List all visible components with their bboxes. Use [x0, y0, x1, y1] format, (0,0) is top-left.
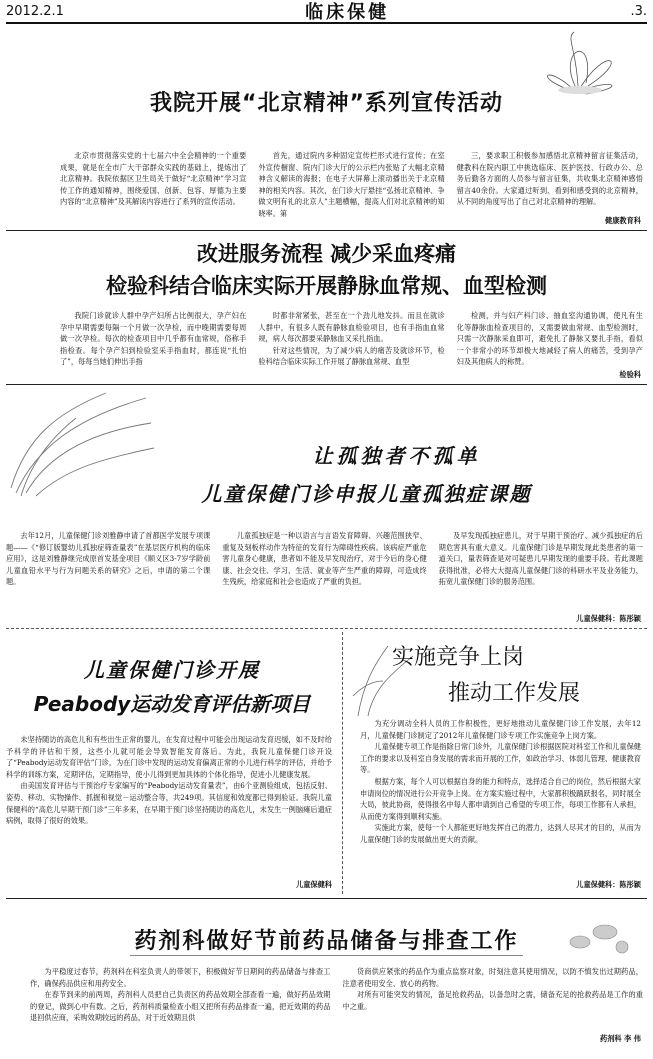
article-subtitle: 检验科结合临床实际开展静脉血常规、血型检测: [106, 274, 547, 298]
issue-date: 2012.2.1: [6, 3, 64, 19]
article-competition: [348, 632, 647, 894]
pill-decoration: [560, 902, 640, 962]
text-column: [456, 150, 643, 207]
paragraph: 由美国发育评估与干预治疗专家编写的“Peabody运动发育量表”，由6个亚测验组成，包括反射、姿势、移动、实物操作、抓握和视觉－运动整合等，共249项。其信度和效度都已得到验证。我院儿童保健科的“高危儿早期干预门诊”三年多来，在早期干预门诊坚持随访的高危儿，未发生一例脑瘫后遗症病例，取得了很好的效果。: [6, 781, 332, 826]
article-body: [360, 718, 641, 884]
article-body: [30, 966, 643, 1036]
paragraph: 我院门诊就诊人群中孕产妇所占比例很大，孕产妇在孕中早期需要每隔一个月做一次孕检，而中晚期需要每周做一次孕检。每次的检查项目中几乎都有血常规，俗称手指检查。每个孕产妇到检验室采手指血时，都连说“扎怕了”，每每当她们伸出手指: [60, 311, 247, 367]
text-column: [439, 530, 643, 610]
text-column: [60, 150, 247, 207]
paragraph: 儿童保健专项工作是指除日常门诊外，儿童保健门诊根据医院对科室工作和儿童保健工作的要求以及科室自身发展的需求而开展的工作，如政治学习、体弱儿管理、健康教育等。: [360, 742, 641, 775]
article-signature: 健康教育科: [605, 216, 641, 225]
article-title: 改进服务流程 减少采血疼痛: [196, 242, 457, 266]
paragraph: 检测，并与妇产科门诊、抽血室沟通协调，使凡有生化等静脉血检查项目的，又需要做血常规、血型检测时，只需一次静脉采血即可，避免扎了静脉又要扎手指，看似一个非常小的环节却极大地减轻了病人的痛苦，受到孕产妇及其他病人的称赞。: [456, 311, 643, 367]
paragraph: 为平稳度过春节，药剂科在科室负责人的带领下，积极做好节日期间的药品储备与排查工作，确保药品供应和用药安全。: [30, 967, 331, 988]
paragraph: 儿童孤独症是一种以语言与言语发育障碍、兴趣范围狭窄、重复及刻板样动作为特征的发育行为障碍性疾病。该病症严重危害儿童身心健康，患者如不能及早发现治疗，对于今后的身心健康、社会交往、学习、生活、就业等产生严重的障碍，可造成终生残疾，给家庭和社会也造成了严重的负担。: [222, 531, 427, 587]
article-beijing-spirit: [6, 24, 647, 152]
article-signature: 药剂科 李 伟: [600, 1034, 641, 1043]
paragraph: 在春节到来的前两周，药剂科人员把自己负责区的药品效期全部查看一遍，做好药品效期的登记，做到心中有数。之后，药剂科质量检查小组又把所有药品排查一遍，把近效期的药品退回供应商，采购效期较远的药品，对于近效期且供: [30, 990, 331, 1023]
section-divider: [6, 384, 647, 385]
paragraph: 三，要求职工积极参加感悟北京精神留言征集活动，健教科在院内职工中挑选临床、医护医技、行政办公、总务后勤各方面的人员参与留言征集，共收集北京精神感悟留言40余份。大家通过听到、看到和感受到的北京精神，从不同的角度写出了自己对北京精神的理解。: [456, 151, 643, 207]
article-subtitle: 推动工作发展: [448, 681, 581, 706]
title-underline: [130, 955, 523, 956]
article-signature: 检验科: [619, 370, 641, 379]
article-subtitle: 儿童保健门诊申报儿童孤独症课题: [201, 482, 532, 506]
article-title: 实施竞争上岗: [392, 645, 525, 670]
paragraph: 货商供应紧张的药品作为重点监察对象，时刻注意其使用情况，以防不慎发出过期药品，注意者使用安全、放心的药物。: [342, 967, 643, 988]
article-signature: 儿童保健科：陈彤颖: [576, 614, 641, 623]
text-column: [6, 734, 332, 890]
article-title: 儿童保健门诊开展: [84, 658, 260, 682]
text-column: [60, 310, 246, 380]
text-column: [6, 530, 210, 610]
text-column: [258, 150, 445, 218]
newspaper-name: 临床保健: [305, 2, 390, 23]
paragraph: 去年12月，儿童保健门诊刘雅静申请了首都医学发展专项课题——《“修订版婴幼儿孤独症筛查量表”在基层医疗机构的临床应用》，这是刘雅静继完成原首发基金项目《顺义区3-7岁学龄前儿童血铅水平与行为问题关系的研究》之后，申请的第二个课题。: [6, 531, 211, 587]
paragraph: 及早发现孤独症患儿，对于早期干预治疗、减少孤独症的后期危害具有重大意义。儿童保健门诊是早期发现此类患者的第一道关口，量表筛查是对可疑患儿早期发现的重要手段。若此课题获得批准，必将大大提高儿童保健门诊的科研水平及业务能力，拓宽儿童保健门诊的服务范围。: [438, 531, 643, 587]
paragraph: 首先，通过院内多种固定宣传栏形式进行宣传；在室外宣传橱窗、院内门诊大厅的公示栏内张贴了大幅北京精神含义解读的海报；在电子大屏幕上滚动播出关于北京精神的相关内容。其次，在门诊大厅悬挂“弘扬北京精神、争做文明有礼的北京人”主题横幅，提高人们对北京精神的知晓率。第: [258, 151, 445, 218]
paragraph: 实施此方案，使每一个人都能更好地发挥自己的潜力，达到人尽其才的目的，从而为儿童保健门诊的发展做出更大的贡献。: [360, 823, 641, 844]
text-column: [258, 310, 444, 380]
article-body: [6, 530, 643, 610]
page-header: [6, 0, 647, 24]
article-body: [60, 310, 643, 380]
page-number: .3.: [630, 3, 647, 19]
paragraph: 未坚持随访的高危儿和有些出生正常的婴儿，在发育过程中可能会出现运动发育迟缓，如不及时给予科学的评估和干预，这些小儿就可能会导致智能发育落后。为此，我院儿童保健门诊开设了“Peabody运动发育评估”门诊，为在门诊中发现的运动发育偏离正常的小儿进行科学的评估，并给予科学的训练方案，定期评估，定期指导，使小儿得到更加具体的个体化指导，促进小儿健康发展。: [6, 735, 332, 779]
article-signature: 儿童保健科：陈彤颖: [576, 880, 641, 889]
paragraph: 对所有可能突发的情况，备足抢救药品，以备急时之需，储备充足的抢救药品是工作的重中之重。: [342, 990, 643, 1011]
article-title: 让孤独者不孤单: [312, 444, 481, 468]
article-title: 药剂科做好节前药品储备与排查工作: [134, 929, 519, 954]
section-divider: [6, 628, 647, 629]
text-column: [30, 966, 331, 1036]
text-column: [222, 530, 426, 610]
text-column: [457, 310, 643, 380]
article-peabody: [6, 632, 338, 894]
paragraph: 时都非常紧张，甚至在一个劲儿地发抖。而且在就诊人群中，有很多人既有静脉血检验项目，也有手指血血常规，病人每次都要采静脉血又采扎指血。: [258, 311, 445, 344]
section-divider: [6, 898, 647, 899]
paragraph: 北京市贯彻落实党的十七届六中全会精神的一个重要成果，就是在全市广大干部群众实践的基础上，提炼出了北京精神。我院依据区卫生局关于做好“北京精神”学习宣传工作的通知精神，围绕爱国、创新、包容、厚德为主要内容的“北京精神”及其解读内容进行了系列的宣传活动。: [60, 151, 247, 207]
text-column: [343, 966, 644, 1036]
section-divider: [6, 230, 647, 231]
paragraph: 针对这些情况，为了减少病人的痛苦及就诊环节，检验科结合临床实际工作开展了静脉血常规、血型: [258, 345, 445, 367]
article-title: 我院开展“北京精神”系列宣传活动: [150, 91, 503, 116]
article-body: [60, 150, 643, 218]
article-signature: 儿童保健科: [296, 880, 332, 889]
text-column: [360, 718, 641, 884]
column-divider: [342, 632, 343, 894]
paragraph: 为充分调动全科人员的工作积极性，更好地推动儿童保健门诊工作发展，去年12月，儿童保健门诊制定了2012年儿童保健门诊专项工作实施竞争上岗方案。: [360, 719, 641, 740]
paragraph: 根据方案，每个人可以根据自身的能力和特点，选择适合自己的岗位，然后根据大家申请岗位的情况进行公开竞争上岗。在方案实施过程中，大家都积极踊跃报名，同时展全大局，彼此协商，使得报名中每人都申请到自己希望的专项工作，每项工作都有人承担，从而使方案得到顺利实施。: [360, 776, 641, 821]
article-subtitle: Peabody运动发育评估新项目: [33, 692, 311, 716]
article-body: [6, 734, 332, 890]
